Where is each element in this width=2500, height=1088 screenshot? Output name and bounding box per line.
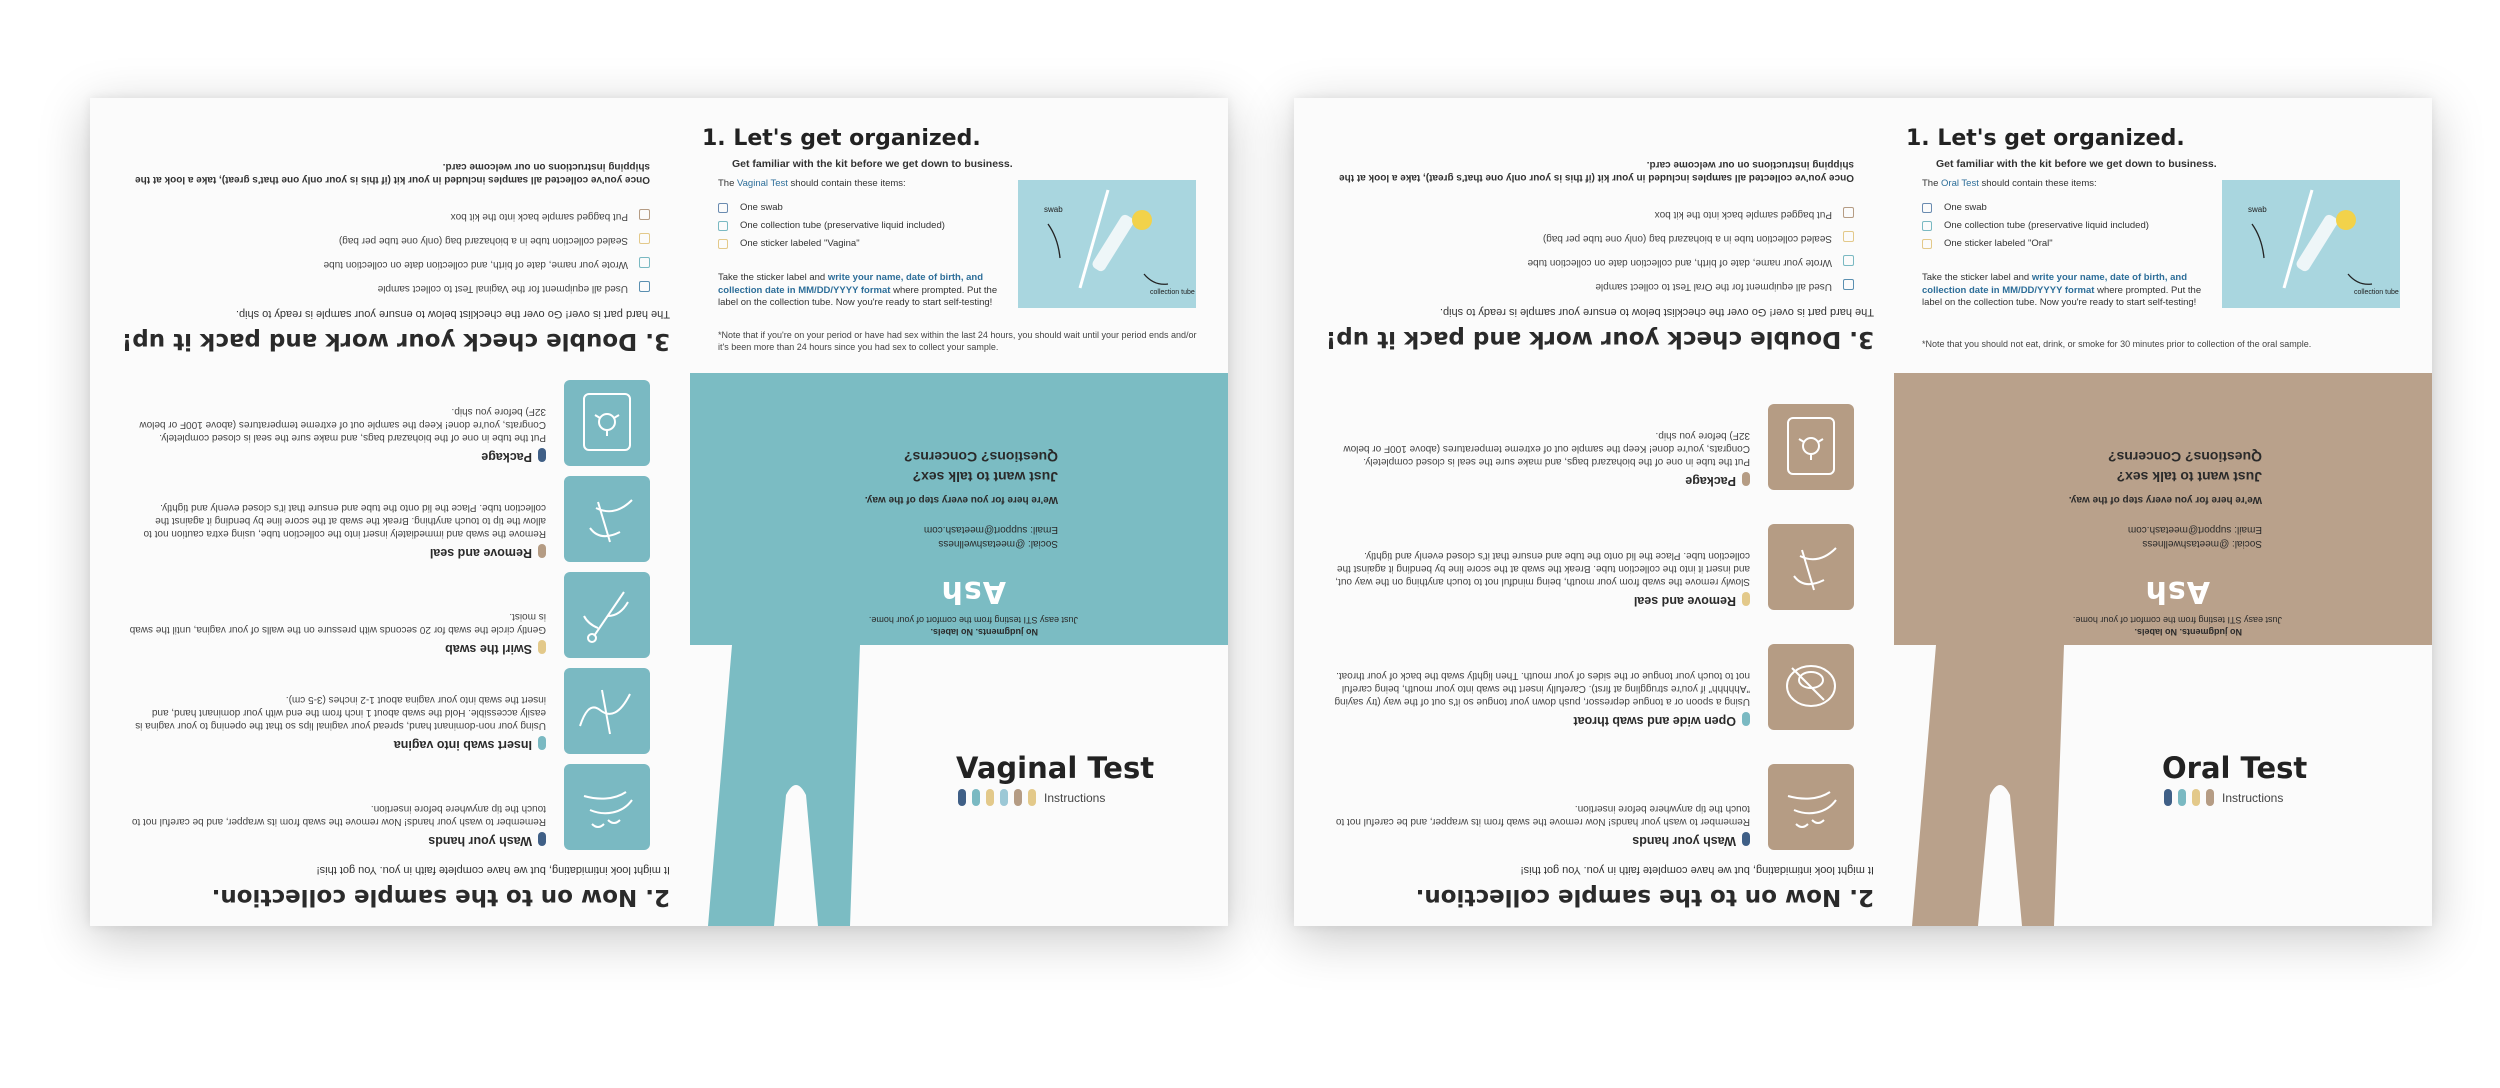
checkbox-icon[interactable] [718,203,728,213]
kit-intro: The Vaginal Test should contain these items: [718,178,906,189]
checkbox-icon[interactable] [1843,279,1854,290]
step-title: Package [481,450,532,464]
email-link[interactable]: support@meetash.com [2127,524,2232,535]
checklist-item[interactable]: Put bagged sample back into the kit box [1354,202,1854,220]
tube-label: collection tube [2354,289,2399,296]
step-description: Using a spoon or a tongue depressor, push down your tongue so it's out of the way (try saying "Ahhhhh" if you're struggling at first). Carefully insert the swab into your mouth, being careful not to touch your tongue or the sides of your mouth. Then lightly swab the back of your throat. [1334,670,1750,707]
ask-line-3: We're here for you every step of the way. [2068,494,2262,505]
wash-hands-illustration [564,764,650,850]
sticker-instructions: Take the sticker label and write your name, date of birth, and collection date in MM/DD/YYYY format where prompted. Put the label on the collection tube. Now you're ready to start self-testing! [718,272,998,308]
checklist-item[interactable]: Used all equipment for the Vaginal Test to collect sample [150,276,650,294]
tagline-2: Just easy STI testing from the comfort of your home. [868,615,1078,625]
kit-item: One collection tube (preservative liquid included) [1944,220,2149,231]
checkbox-icon[interactable] [639,233,650,244]
cover-subtitle: Instructions [2222,791,2284,805]
section2-subtitle: It might look intimidating, but we have complete faith in you. You got this! [316,864,670,876]
section3-subtitle: The hard part is over! Go over the checklist below to ensure your sample is ready to ship. [235,308,670,320]
ask-line-1: Questions? Concerns? [903,449,1058,465]
contact-panel [1894,373,2432,645]
step-title: Swirl the swab [445,642,532,656]
step-title: Remove and seal [1633,594,1736,608]
ash-logo: Ash [2144,574,2210,609]
pill-icon [1000,789,1008,806]
section2-subtitle: It might look intimidating, but we have complete faith in you. You got this! [1520,864,1874,876]
checkbox-icon[interactable] [1922,203,1932,213]
ask-line-3: We're here for you every step of the way. [864,494,1058,505]
email-row: Email: support@meetash.com [923,524,1058,535]
wash-hands-illustration [1768,764,1854,850]
checklist-item[interactable]: Used all equipment for the Oral Test to collect sample [1354,274,1854,292]
ash-legs-graphic [690,645,1228,926]
step-remove-seal [110,476,650,562]
pill-icon [1014,789,1022,806]
step-dot [1742,712,1750,726]
swab-label: swab [2248,205,2267,214]
checklist-item[interactable]: Wrote your name, date of birth, and collection date on collection tube [150,252,650,270]
pill-icon [958,789,966,806]
insert-swab-illustration [564,668,650,754]
step-description: Remember to wash your hands! Now remove the swab from its wrapper, and be careful not to touch the tip anywhere before insertion. [131,803,546,827]
email-link[interactable]: support@meetash.com [923,524,1028,535]
step-swirl-swab [110,572,650,658]
swab-kit-photo [2222,180,2400,308]
open-mouth-illustration [1768,644,1854,730]
step-title: Open wide and swab throat [1573,714,1736,728]
swab-label: swab [1044,205,1063,214]
step-description: Gently circle the swab for 20 seconds with pressure on the walls of your vagina, until the swab is moist. [129,611,546,635]
cover-area [690,645,1228,926]
step-dot [1742,472,1750,486]
section2-title: 2. Now on to the sample collection. [1415,884,1874,910]
section3-title: 3. Double check your work and pack it up! [121,328,670,354]
section3-subtitle: The hard part is over! Go over the checklist below to ensure your sample is ready to ship. [1439,306,1874,318]
oral-right-panel [1894,98,2432,926]
checkbox-icon[interactable] [1843,207,1854,218]
checkbox-icon[interactable] [639,281,650,292]
ask-line-2: Just want to talk sex? [912,469,1058,485]
cover-title: Vaginal Test [956,751,1155,785]
kit-item: One sticker labeled "Oral" [1944,238,2053,249]
remove-seal-illustration [1768,524,1854,610]
cover-title: Oral Test [2162,751,2308,785]
step-title: Package [1685,474,1736,488]
cover-subtitle: Instructions [1044,791,1106,805]
social-row: Social: @meetashwellness [938,538,1058,549]
closing-note: Once you've collected all samples included in your kit (if this is your only one that's great), take a look at the shipping instructions on our welcome card. [1339,159,1854,183]
pill-icon [2164,789,2172,806]
vaginal-right-panel [690,98,1228,926]
pill-icon [972,789,980,806]
section1-subtitle: Get familiar with the kit before we get down to business. [732,158,1013,170]
checkbox-icon[interactable] [1922,239,1932,249]
step-dot [538,640,546,654]
checkbox-icon[interactable] [1843,231,1854,242]
step-insert-swab [110,668,650,754]
section3-title: 3. Double check your work and pack it up! [1325,326,1874,352]
kit-item: One collection tube (preservative liquid included) [740,220,945,231]
step-package [1314,404,1854,490]
step-title: Wash your hands [1632,834,1736,848]
ask-line-1: Questions? Concerns? [2107,449,2262,465]
tube-label: collection tube [1150,289,1195,296]
step-dot [1742,832,1750,846]
remove-seal-illustration [564,476,650,562]
section1-subtitle: Get familiar with the kit before we get down to business. [1936,158,2217,170]
checklist-item[interactable]: Put bagged sample back into the kit box [150,204,650,222]
step-package [110,380,650,466]
contact-panel [690,373,1228,645]
kit-intro: The Oral Test should contain these items: [1922,178,2097,189]
step-description: Remove the swab and immediately insert into the collection tube, using extra caution not to allow the tip to touch anything. Break the swab at the score line by bending it against the collection tube. Place the lid onto the tube and ensure that it's closed evenly and tightly. [143,502,546,539]
swirl-swab-illustration [564,572,650,658]
step-dot [538,832,546,846]
oral-instruction-sheet [1294,98,2432,926]
step-wash-hands [110,764,650,850]
step-wash-hands [1314,764,1854,850]
swab-kit-photo [1018,180,1196,308]
pill-icon [2206,789,2214,806]
kit-item: One swab [740,202,783,213]
section1-title: 1. Let's get organized. [702,126,981,151]
checkbox-icon[interactable] [718,221,728,231]
period-note: *Note that if you're on your period or have had sex within the last 24 hours, you should wait until your period ends and/or it's been more than 24 hours since you had sex to collect your sample. [718,330,1197,352]
kit-item: One swab [1944,202,1987,213]
tagline-1: No judgments. No labels. [2134,627,2242,637]
closing-note: Once you've collected all samples included in your kit (if this is your only one that's great), take a look at the shipping instructions on our welcome card. [135,161,650,185]
oral-note: *Note that you should not eat, drink, or smoke for 30 minutes prior to collection of the oral sample. [1922,339,2312,349]
step-remove-seal [1314,524,1854,610]
social-link[interactable]: @meetashwellness [938,538,1026,549]
section1-title: 1. Let's get organized. [1906,126,2185,151]
tagline-2: Just easy STI testing from the comfort of your home. [2072,615,2282,625]
sticker-instructions: Take the sticker label and write your name, date of birth, and collection date in MM/DD/YYYY format where prompted. Put the label on the collection tube. Now you're ready to start self-testing! [1922,272,2202,308]
checkbox-icon[interactable] [639,257,650,268]
checkbox-icon[interactable] [1843,255,1854,266]
step-description: Using your non-dominant hand, spread your vaginal lips so that the opening to your vagina is easily accessible. Hold the swab about 1 inch from the end with your dominant hand, and insert the swab into your vagina about 1-2 inches (3-5 cm). [135,694,546,731]
step-dot [1742,592,1750,606]
checkbox-icon[interactable] [1922,221,1932,231]
section2-title: 2. Now on to the sample collection. [211,884,670,910]
step-dot [538,544,546,558]
checkbox-icon[interactable] [639,209,650,220]
vaginal-instruction-sheet [90,98,1228,926]
pill-icon [1028,789,1036,806]
oral-left-panel-upside-down [1294,98,1894,926]
cover-area [1894,645,2432,926]
step-description: Put the tube in one of the biohazard bags, and make sure the seal is closed completely. Congrats, you're done! Keep the sample out of extreme temperatures (above 100F or below 32F) before you ship. [1343,430,1750,467]
tagline-1: No judgments. No labels. [930,627,1038,637]
step-title: Wash your hands [428,834,532,848]
step-title: Insert swab into vagina [393,738,532,752]
social-link[interactable]: @meetashwellness [2142,538,2230,549]
kit-item: One sticker labeled "Vagina" [740,238,860,249]
email-row: Email: support@meetash.com [2127,524,2262,535]
step-description: Slowly remove the swab from your mouth, being mindful not to touch anything on the way out, and insert it into the collection tube. Break the swab at the score line by bending it against the collection tube. Place the lid onto the tube and ensure that it's closed evenly and tightly. [1335,550,1750,587]
pill-icon [2192,789,2200,806]
step-dot [538,736,546,750]
biohazard-bag-illustration [564,380,650,466]
ask-line-2: Just want to talk sex? [2116,469,2262,485]
vaginal-left-panel-upside-down [90,98,690,926]
pill-icon [2178,789,2186,806]
step-title: Remove and seal [429,546,532,560]
checkbox-icon[interactable] [718,239,728,249]
step-swab-throat [1314,644,1854,730]
checklist-item[interactable]: Sealed collection tube in a biohazard bag (only one tube per bag) [1354,226,1854,244]
checklist-item[interactable]: Sealed collection tube in a biohazard bag (only one tube per bag) [150,228,650,246]
social-row: Social: @meetashwellness [2142,538,2262,549]
ash-logo: Ash [940,574,1006,609]
step-dot [538,448,546,462]
pill-icon [986,789,994,806]
step-description: Remember to wash your hands! Now remove the swab from its wrapper, and be careful not to touch the tip anywhere before insertion. [1335,803,1750,827]
ash-legs-graphic [1894,645,2432,926]
step-description: Put the tube in one of the biohazard bags, and make sure the seal is closed completely. Congrats, you're done! Keep the sample out of extreme temperatures (above 100F or below 32F) before you ship. [139,406,546,443]
checklist-item[interactable]: Wrote your name, date of birth, and collection date on collection tube [1354,250,1854,268]
biohazard-bag-illustration [1768,404,1854,490]
